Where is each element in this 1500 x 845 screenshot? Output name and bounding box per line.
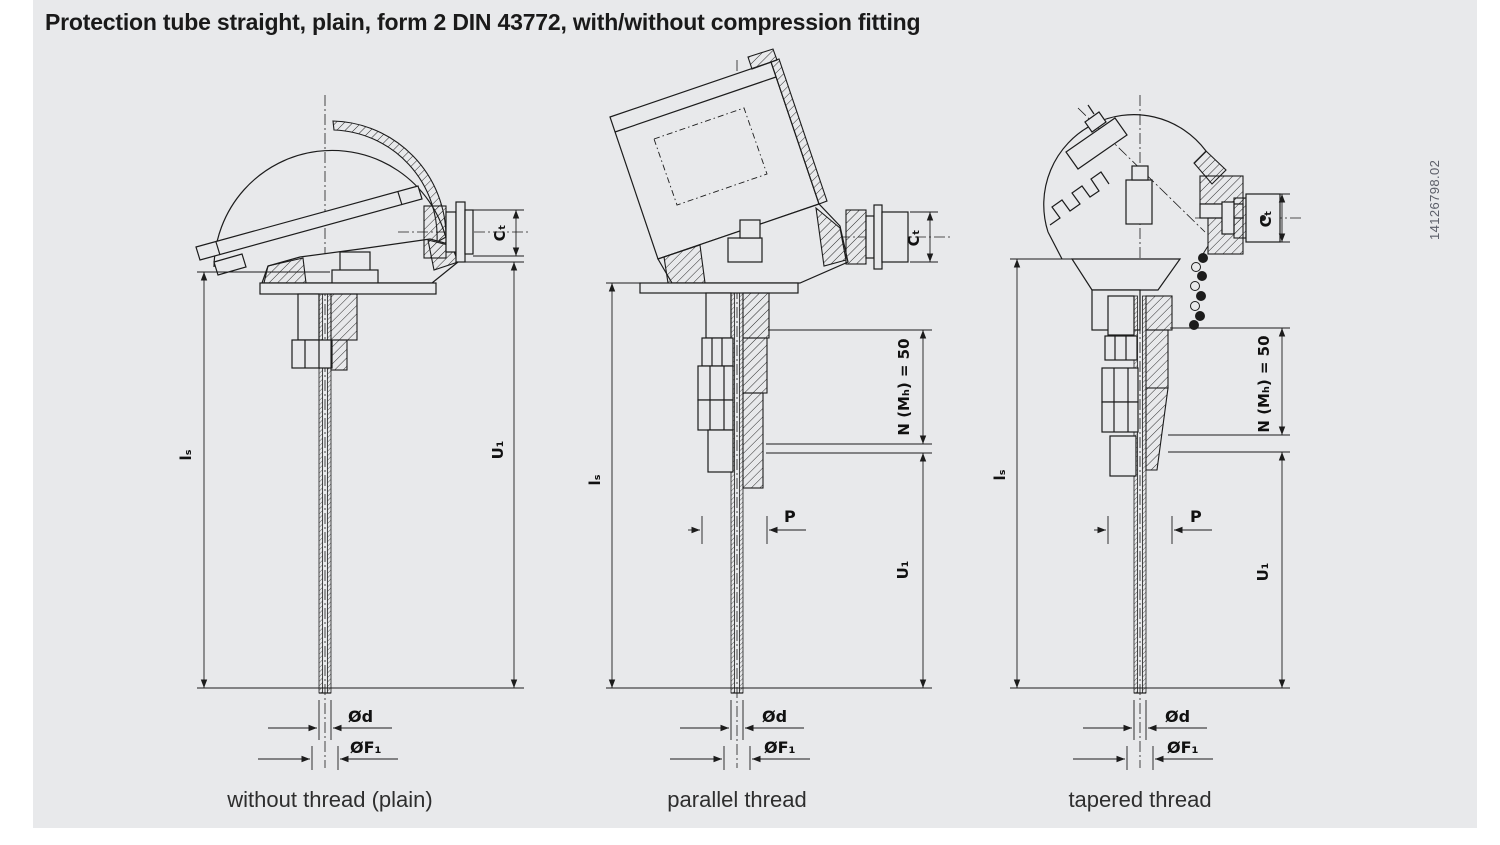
cable-gland xyxy=(846,205,908,269)
dim-label-ct-1: Cₜ xyxy=(491,224,509,242)
dim-label-ls-1: lₛ xyxy=(177,449,195,461)
dimension-lines xyxy=(606,212,938,770)
dim-label-u1-1: U₁ xyxy=(489,440,507,460)
protection-tube-compression-fitting xyxy=(1102,296,1172,693)
dim-label-ls-2: lₛ xyxy=(586,474,604,486)
dim-label-f1-3: ØF₁ xyxy=(1167,738,1199,757)
page-title: Protection tube straight, plain, form 2 DIN 43772, with/without compression fitting xyxy=(45,9,921,35)
dim-label-d-1: Ød xyxy=(348,707,374,726)
dim-label-n-mh-2: N (Mₕ) = 50 xyxy=(895,338,913,436)
document-number: 14126798.02 xyxy=(1427,159,1442,240)
dim-label-n-mh-3: N (Mₕ) = 50 xyxy=(1255,335,1273,433)
dim-label-u1-3: U₁ xyxy=(1254,562,1272,582)
cap-chain xyxy=(1190,246,1209,330)
figure-caption-without-thread: without thread (plain) xyxy=(227,787,433,812)
dim-label-p-2: P xyxy=(784,507,796,526)
figure-tapered-thread xyxy=(991,95,1302,770)
protection-tube xyxy=(292,294,357,693)
figure-without-thread xyxy=(177,95,530,770)
box-connection-head xyxy=(610,49,848,293)
protection-tube-compression-fitting xyxy=(698,293,769,693)
tapered-thread-section xyxy=(1146,388,1168,470)
dim-label-ls-3: lₛ xyxy=(991,469,1009,481)
dim-label-ct-2: Cₜ xyxy=(905,229,923,247)
dim-label-d-2: Ød xyxy=(762,707,788,726)
figure-parallel-thread xyxy=(586,49,952,770)
figure-caption-parallel-thread: parallel thread xyxy=(667,787,807,812)
dim-label-ct-3: Cₜ xyxy=(1257,210,1275,228)
figure-caption-tapered-thread: tapered thread xyxy=(1068,787,1212,812)
dim-label-f1-2: ØF₁ xyxy=(764,738,796,757)
dome-connection-head xyxy=(196,121,458,294)
dim-label-f1-1: ØF₁ xyxy=(350,738,382,757)
terminal-strip-section xyxy=(1050,172,1109,225)
dim-label-d-3: Ød xyxy=(1165,707,1191,726)
dim-label-u1-2: U₁ xyxy=(894,560,912,580)
dim-label-p-3: P xyxy=(1190,507,1202,526)
